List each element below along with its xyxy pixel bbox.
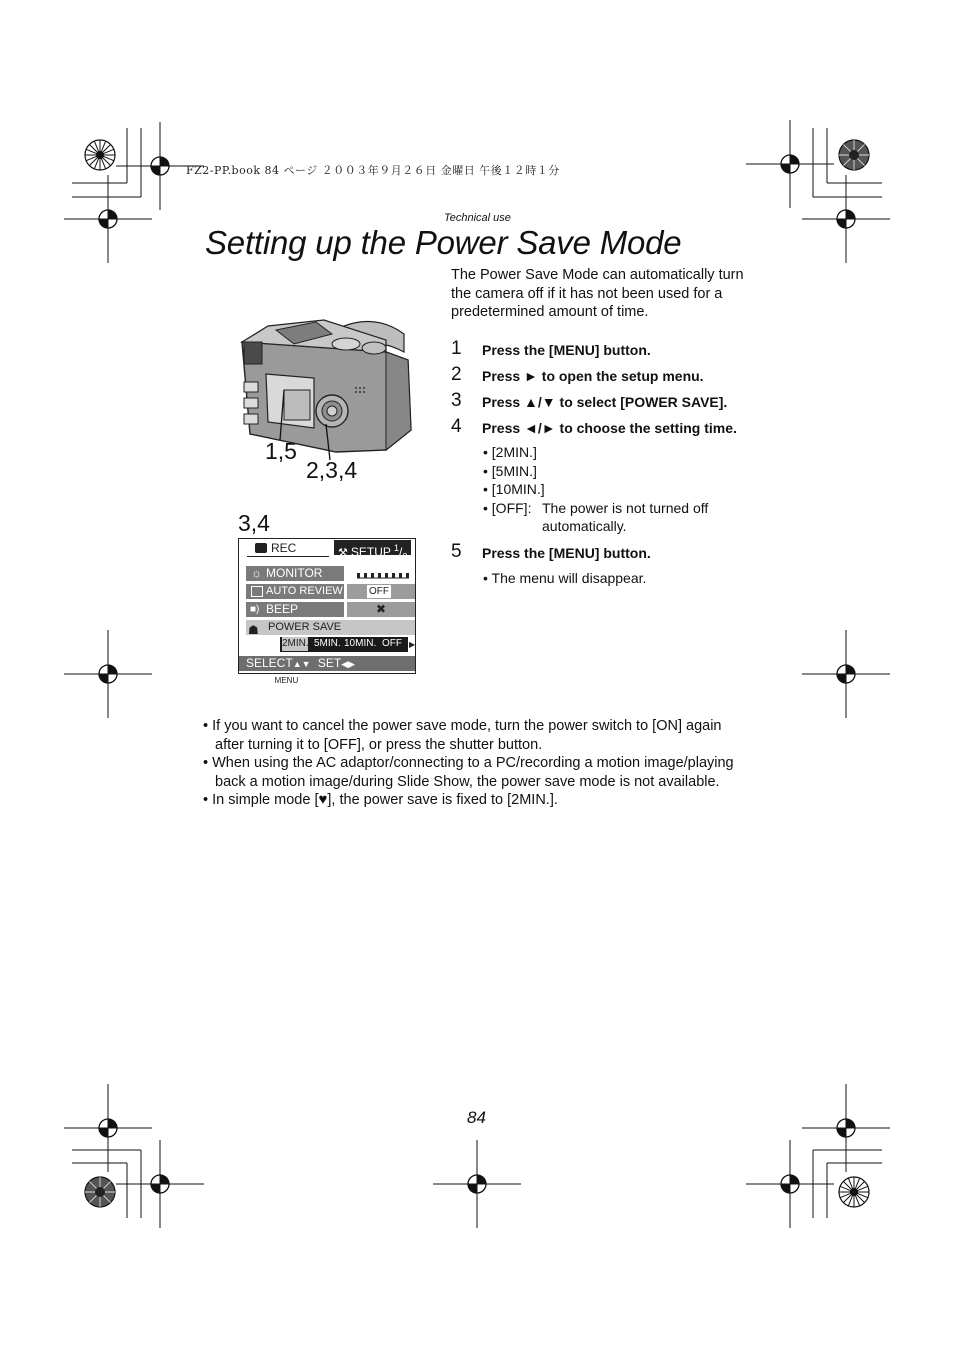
step5-note: • The menu will disappear. [483, 570, 647, 586]
page-number: 84 [467, 1108, 486, 1127]
power-save-options [280, 637, 408, 652]
speaker-icon: ■) [250, 604, 260, 615]
section-label: Technical use [444, 212, 511, 224]
footer-exit: EXIT [246, 672, 273, 686]
auto-review-value-box [347, 584, 415, 599]
option-off-desc: The power is not turned off [542, 500, 709, 516]
setup-menu-screen [238, 538, 416, 686]
callout-1-5: 1,5 [265, 438, 297, 464]
wrench-icon: ⚒ [338, 547, 348, 559]
tab-rec-label: REC [271, 541, 297, 555]
ps-option-selected: 2MIN. [282, 638, 309, 649]
option-off: • [OFF]: [483, 500, 532, 516]
brightness-scale-icon [347, 566, 415, 581]
footer-set: SET [317, 656, 342, 670]
camera-icon [255, 543, 267, 553]
step-number: 3 [451, 390, 462, 411]
menu-item-beep [246, 602, 344, 617]
menu-item-monitor [246, 566, 344, 581]
option-10min: • [10MIN.] [483, 481, 545, 497]
footer-select: SELECT [246, 656, 293, 670]
step-number: 1 [451, 338, 462, 359]
step-number: 5 [451, 541, 462, 562]
menu-item-label: BEEP [266, 602, 299, 616]
heart-icon: ♥ [318, 791, 328, 808]
right-arrow-icon: ▶ [409, 640, 416, 649]
page-indicator-total: 2 [402, 551, 408, 562]
note-1-cont: after turning it to [OFF], or press the shutter button. [215, 737, 543, 753]
step-number: 2 [451, 364, 462, 385]
updown-arrow-icon: ▲▼ [292, 659, 311, 669]
ps-option: 10MIN. [344, 638, 377, 649]
review-icon [251, 586, 263, 597]
note-3-start: • In simple mode [ [203, 792, 319, 808]
note-1: • If you want to cancel the power save mode, turn the power switch to [ON] again [203, 718, 722, 734]
step-text: Press the [MENU] button. [482, 545, 651, 561]
auto-review-value: OFF [369, 586, 389, 597]
ps-option: 5MIN. [314, 638, 341, 649]
menu-footer [239, 656, 415, 686]
note-2: • When using the AC adaptor/connecting to a PC/recording a motion image/playing [203, 755, 734, 771]
monitor-level-bar [347, 566, 415, 581]
beep-value-box [347, 602, 415, 617]
footer-menu-badge: MENU [274, 676, 299, 685]
power-save-icon: ☗ [248, 623, 259, 637]
note-3-end: ], the power save is fixed to [2MIN.]. [327, 792, 558, 808]
ps-option: OFF [382, 638, 402, 649]
step-text: Press ► to open the setup menu. [482, 368, 704, 384]
tab-setup: ⚒ SETUP $^1/_2$ [334, 540, 411, 555]
sun-icon: ☼ [251, 566, 262, 580]
menu-item-auto-review [246, 584, 344, 599]
intro-paragraph: The Power Save Mode can automatically turn the camera off if it has not been used for a predetermined amount of time. [451, 267, 744, 320]
menu-item-label: POWER SAVE [268, 621, 342, 633]
step-text: Press the [MENU] button. [482, 342, 651, 358]
note-2-cont: back a motion image/during Slide Show, the power save mode is not available. [215, 774, 720, 790]
tab-rec [247, 541, 329, 557]
lcd-step-label: 3,4 [238, 510, 270, 536]
note-3 [203, 791, 558, 810]
step-text: Press ◄/► to choose the setting time. [482, 420, 737, 436]
mute-icon: ✖ [375, 602, 387, 616]
option-2min: • [2MIN.] [483, 444, 537, 460]
option-5min: • [5MIN.] [483, 463, 537, 479]
tab-setup-label: SETUP [350, 545, 391, 559]
camera-illustration [236, 312, 416, 462]
menu-item-label: AUTO REVIEW [266, 585, 343, 597]
step-text: Press ▲/▼ to select [POWER SAVE]. [482, 394, 728, 410]
page-indicator-current: 1 [394, 543, 400, 553]
callout-2-3-4: 2,3,4 [306, 457, 358, 483]
menu-item-label: MONITOR [266, 566, 323, 580]
leftright-arrow-icon: ◀▶ [341, 659, 356, 669]
option-off-desc-cont: automatically. [542, 518, 627, 534]
page-title: Setting up the Power Save Mode [205, 224, 682, 261]
file-header: FZ2-PP.book 84 ページ ２００３年９月２６日 金曜日 午後１２時１分 [186, 164, 560, 177]
menu-item-power-save [246, 620, 415, 635]
step-number: 4 [451, 416, 462, 437]
